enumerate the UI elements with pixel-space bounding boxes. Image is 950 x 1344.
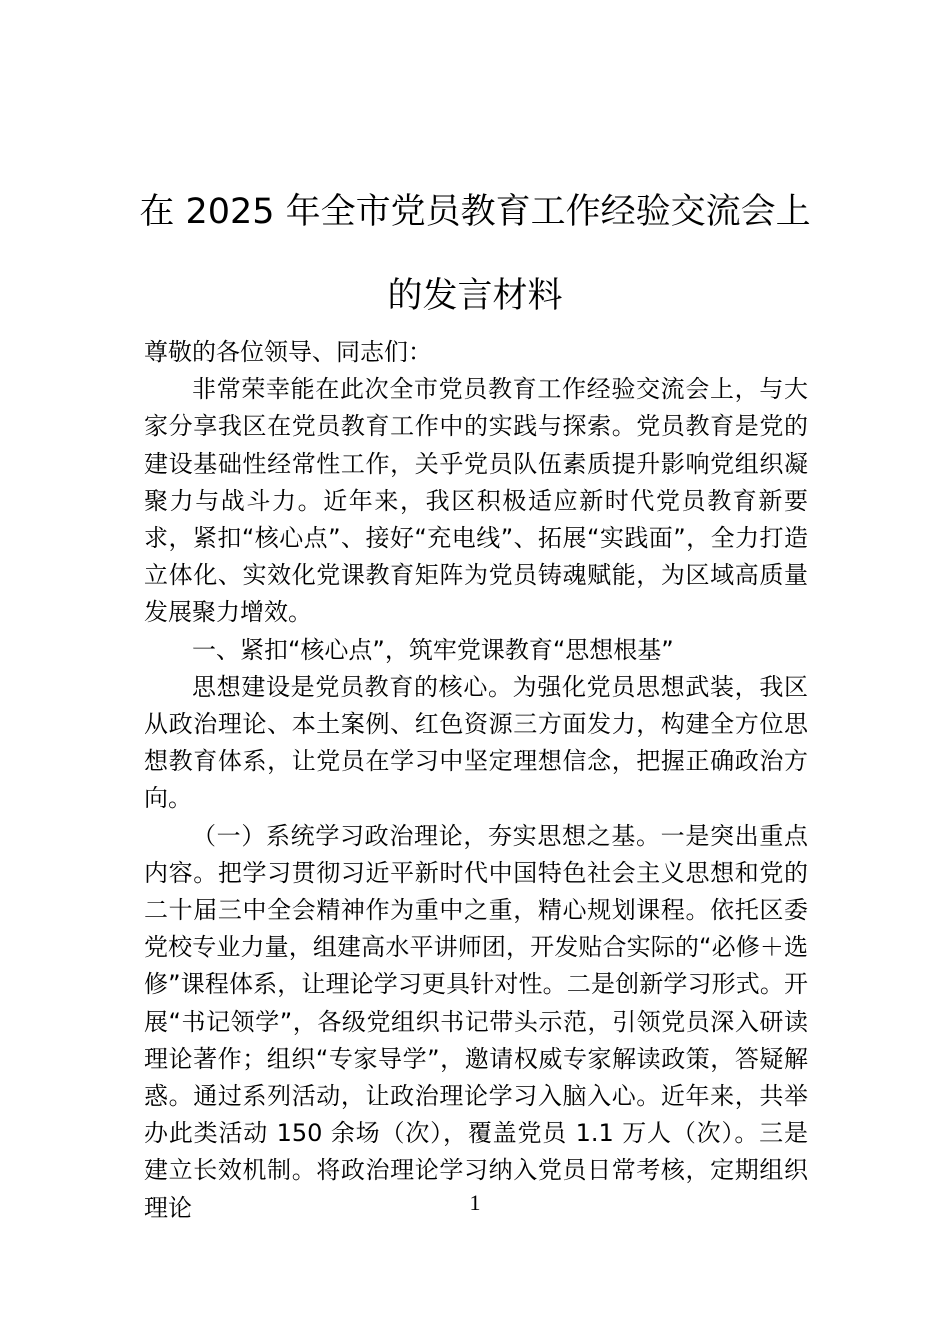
paragraph-thought-building: 思想建设是党员教育的核心。为强化党员思想武装，我区从政治理论、本土案例、红色资源三方面发力，构建全方位思想教育体系，让党员在学习中坚定理想信念，把握正确政治方向。 (144, 672, 808, 813)
document-body (144, 334, 808, 1227)
paragraph-political-theory: （一）系统学习政治理论，夯实思想之基。一是突出重点内容。把学习贯彻习近平新时代中国特色社会主义思想和党的二十届三中全会精神作为重中之重，精心规划课程。依托区委党校专业力量，组建高水平讲师团，开发贴合实际的“必修＋选修”课程体系，让理论学习更具针对性。二是创新学习形式。开展“书记领学”，各级党组织书记带头示范，引领党员深入研读理论著作；组织“专家导学”，邀请权威专家解读政策，答疑解惑。通过系列活动，让政治理论学习入脑入心。近年来，共举办此类活动 150 余场（次），覆盖党员 1.1 万人（次）。三是建立长效机制。将政治理论学习纳入党员日常考核，定期组织理论 (144, 821, 808, 1222)
title-line-2: 的发言材料 (387, 276, 563, 316)
paragraph-intro: 非常荣幸能在此次全市党员教育工作经验交流会上，与大家分享我区在党员教育工作中的实践与探索。党员教育是党的建设基础性经常性工作，关乎党员队伍素质提升影响党组织凝聚力与战斗力。近年来，我区积极适应新时代党员教育新要求，紧扣“核心点”、接好“充电线”、拓展“实践面”，全力打造立体化、实效化党课教育矩阵为党员铸魂赋能，为区域高质量发展聚力增效。 (144, 375, 808, 627)
section-heading-1: 一、紧扣“核心点”，筑牢党课教育“思想根基” (192, 635, 674, 664)
page-number: 1 (469, 1190, 481, 1215)
title-line-1: 在 2025 年全市党员教育工作经验交流会上 (139, 192, 811, 232)
salutation: 尊敬的各位领导、同志们： (144, 338, 432, 366)
document-title (130, 170, 820, 338)
